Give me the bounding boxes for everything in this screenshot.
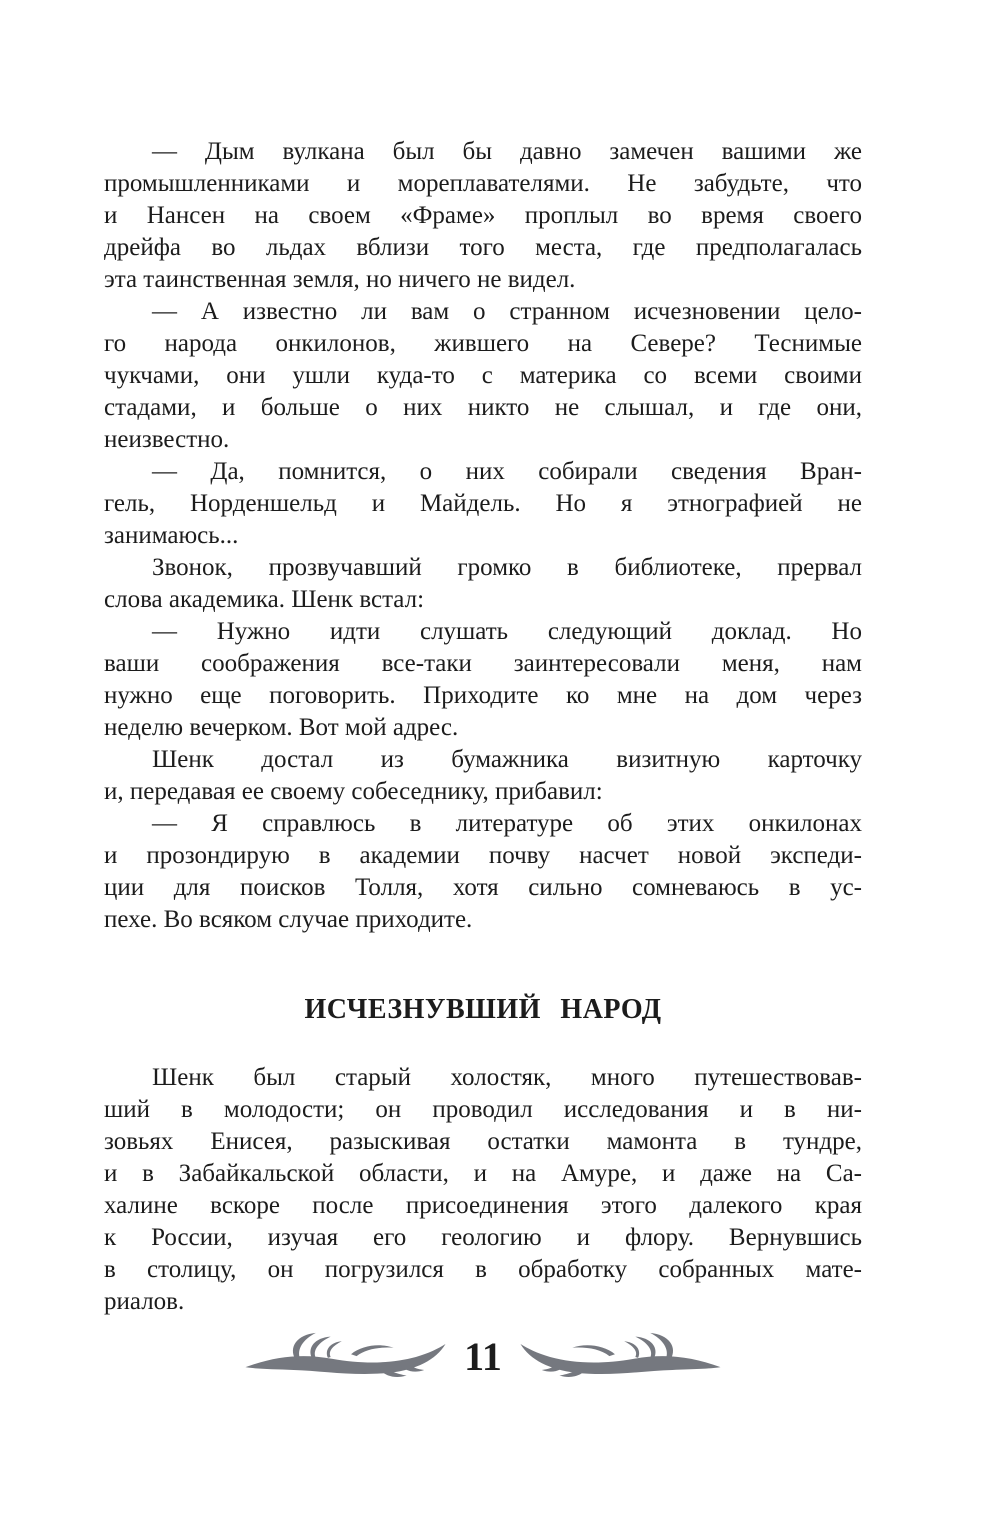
text-line: и, передавая ее своему собеседнику, прибавил: [104, 778, 603, 805]
paragraph [104, 136, 862, 296]
body-text-after-heading [104, 1062, 862, 1318]
text-line: зовьях Енисея, разыскивая остатки мамонта в тундре, [104, 1128, 862, 1155]
text-line: — Дым вулкана был бы давно замечен вашими же [152, 138, 862, 165]
paragraph [104, 1062, 862, 1318]
text-line: эта таинственная земля, но ничего не видел. [104, 266, 576, 293]
text-line: — Я справлюсь в литературе об этих онкилонах [152, 810, 862, 837]
text-line: нужно еще поговорить. Приходите ко мне на дом через [104, 682, 862, 709]
text-line: занимаюсь... [104, 522, 239, 549]
text-column [104, 136, 862, 1382]
text-line: неизвестно. [104, 426, 230, 453]
paragraph [104, 744, 862, 808]
text-line: слова академика. Шенк встал: [104, 586, 425, 613]
text-line: и Нансен на своем «Фраме» проплыл во время своего [104, 202, 862, 229]
text-line: — Да, помнится, о них собирали сведения Вран- [152, 458, 862, 485]
page-footer [104, 1332, 862, 1382]
text-line: чукчами, они ушли куда-то с материка со всеми своими [104, 362, 862, 389]
text-line: стадами, и больше о них никто не слышал, и где они, [104, 394, 862, 421]
paragraph [104, 808, 862, 936]
text-line: к России, изучая его геологию и флору. Вернувшись [104, 1224, 862, 1251]
page-number: 11 [464, 1334, 502, 1379]
text-line: Звонок, прозвучавший громко в библиотеке, прервал [152, 554, 862, 581]
text-line: Шенк был старый холостяк, много путешествовав- [152, 1064, 862, 1091]
text-line: го народа онкилонов, жившего на Севере? Теснимые [104, 330, 862, 357]
body-text-before-heading [104, 136, 862, 936]
text-line: гель, Норденшельд и Майдель. Но я этнографией не [104, 490, 862, 517]
text-line: риалов. [104, 1288, 185, 1315]
text-line: ции для поисков Толля, хотя сильно сомневаюсь в ус- [104, 874, 862, 901]
paragraph [104, 616, 862, 744]
text-line: и в Забайкальской области, и на Амуре, и даже на Са- [104, 1160, 862, 1187]
text-line: пехе. Во всяком случае приходите. [104, 906, 473, 933]
text-line: в столицу, он погрузился в обработку собранных мате- [104, 1256, 862, 1283]
text-line: неделю вечерком. Вот мой адрес. [104, 714, 459, 741]
text-line: — Нужно идти слушать следующий доклад. Но [152, 618, 862, 645]
text-line: — А известно ли вам о странном исчезновении цело- [152, 298, 862, 325]
chapter-heading: ИСЧЕЗНУВШИЙ НАРОД [304, 994, 662, 1025]
text-line: Шенк достал из бумажника визитную карточку [152, 746, 862, 773]
text-line: дрейфа во льдах вблизи того места, где предполагалась [104, 234, 862, 261]
text-line: и прозондирую в академии почву насчет новой экспеди- [104, 842, 862, 869]
paragraph [104, 552, 862, 616]
paragraph [104, 456, 862, 552]
flourish-left-icon [243, 1332, 448, 1382]
paragraph [104, 296, 862, 456]
text-line: халине вскоре после присоединения этого далекого края [104, 1192, 862, 1219]
text-line: ший в молодости; он проводил исследования и в ни- [104, 1096, 862, 1123]
text-line: промышленниками и мореплавателями. Не забудьте, что [104, 170, 862, 197]
text-line: ваши соображения все-таки заинтересовали меня, нам [104, 650, 862, 677]
flourish-right-icon [518, 1332, 723, 1382]
